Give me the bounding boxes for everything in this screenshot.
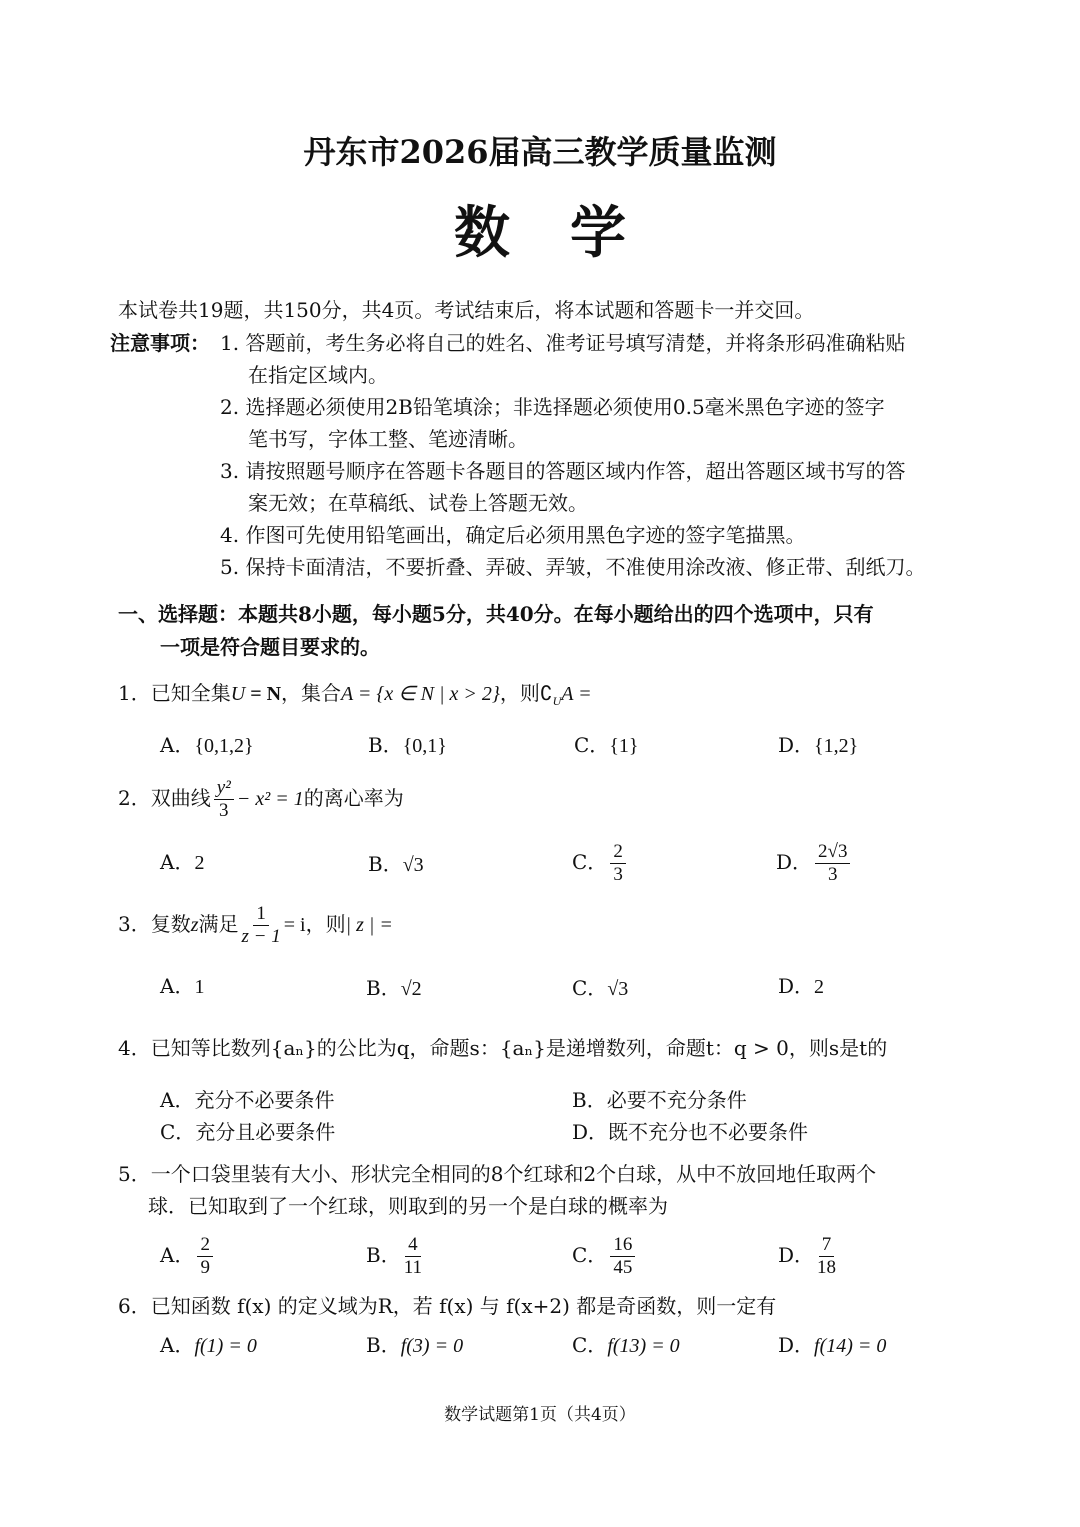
option-value: f(13) = 0 bbox=[607, 1335, 680, 1357]
fraction bbox=[610, 841, 626, 886]
item-number: 4. bbox=[220, 523, 240, 547]
option-label: B． bbox=[572, 1088, 607, 1112]
option-value: f(14) = 0 bbox=[814, 1335, 887, 1357]
item-number: 3. bbox=[220, 459, 240, 483]
denominator: 3 bbox=[828, 864, 838, 885]
notice-item-1 bbox=[220, 329, 905, 357]
option-c bbox=[572, 1331, 680, 1360]
option-d bbox=[778, 1331, 886, 1360]
stem-text: 的离心率为 bbox=[303, 786, 404, 810]
exam-title: 丹东市2026届高三教学质量监测 bbox=[303, 133, 777, 171]
denominator: z − 1 bbox=[241, 926, 281, 947]
option-c bbox=[574, 731, 639, 760]
section-heading: 一、选择题：本题共8小题，每小题5分，共40分。在每小题给出的四个选项中，只有 bbox=[118, 602, 874, 626]
option-label: D． bbox=[778, 974, 815, 998]
option-label: B． bbox=[368, 733, 403, 757]
denominator: 9 bbox=[200, 1257, 210, 1278]
option-d bbox=[778, 972, 824, 1001]
question-number: 2． bbox=[118, 786, 151, 810]
fraction bbox=[610, 1234, 635, 1279]
stem-text: 一个口袋里装有大小、形状完全相同的8个红球和2个白球，从中不放回地任取两个 bbox=[150, 1162, 877, 1186]
numerator: 4 bbox=[405, 1234, 421, 1257]
stem-text: ，则 bbox=[499, 681, 540, 705]
option-label: C． bbox=[160, 1120, 196, 1144]
page-footer: 数学试题第1页（共4页） bbox=[444, 1405, 636, 1425]
option-value: √3 bbox=[607, 978, 629, 1000]
notice-item-4 bbox=[220, 521, 805, 549]
math: z bbox=[190, 914, 199, 936]
fraction bbox=[404, 1234, 422, 1279]
stem-text: 已知函数 f(x) 的定义域为R，若 f(x) 与 f(x+2) 都是奇函数，则一定有 bbox=[150, 1294, 777, 1318]
section-heading-cont: 一项是符合题目要求的。 bbox=[160, 635, 380, 659]
option-value: 充分不必要条件 bbox=[194, 1088, 335, 1112]
numerator: 1 bbox=[253, 903, 269, 926]
stem-text: 满足 bbox=[198, 912, 239, 936]
option-label: D． bbox=[778, 1243, 815, 1267]
option-label: C． bbox=[572, 1333, 608, 1357]
math: = i bbox=[283, 914, 306, 936]
denominator: 18 bbox=[817, 1257, 837, 1278]
option-label: A． bbox=[160, 733, 195, 757]
question-5-cont: 球．已知取到了一个红球，则取到的另一个是白球的概率为 bbox=[148, 1194, 668, 1218]
stem-text: 已知全集 bbox=[150, 681, 231, 705]
option-label: C． bbox=[572, 1243, 608, 1267]
option-value: √2 bbox=[400, 978, 422, 1000]
item-number: 2. bbox=[220, 395, 240, 419]
math: A = {x ∈ N | x > 2} bbox=[341, 683, 500, 705]
option-d bbox=[778, 731, 858, 760]
numerator: 2 bbox=[197, 1234, 213, 1257]
option-b bbox=[368, 850, 424, 879]
stem-text: 已知等比数列{aₙ}的公比为q，命题s：{aₙ}是递增数列，命题t：q > 0，则s是t的 bbox=[150, 1036, 888, 1060]
option-label: D． bbox=[776, 850, 813, 874]
intro-text: 本试卷共19题，共150分，共4页。考试结束后，将本试题和答题卡一并交回。 bbox=[118, 298, 815, 322]
math: U bbox=[230, 683, 246, 705]
stem-text: ，集合 bbox=[281, 681, 342, 705]
option-label: A． bbox=[160, 974, 195, 998]
option-label: A． bbox=[160, 850, 195, 874]
option-label: B． bbox=[366, 1333, 401, 1357]
option-value: 既不充分也不必要条件 bbox=[608, 1120, 809, 1144]
denominator: 11 bbox=[403, 1257, 422, 1278]
math: A = bbox=[561, 683, 592, 705]
option-label: B． bbox=[366, 1243, 401, 1267]
math: | z | = bbox=[345, 914, 393, 936]
stem-text: 双曲线 bbox=[150, 786, 211, 810]
item-number: 1. bbox=[220, 331, 240, 355]
option-value: √3 bbox=[402, 854, 424, 876]
numerator: 16 bbox=[610, 1234, 635, 1257]
notice-item-5 bbox=[220, 553, 925, 581]
item-number: 5. bbox=[220, 555, 240, 579]
option-b bbox=[572, 1086, 747, 1114]
question-3 bbox=[118, 899, 393, 950]
option-c bbox=[160, 1118, 335, 1146]
item-text: 作图可先使用铅笔画出，确定后必须用黑色字迹的签字笔描黑。 bbox=[245, 523, 806, 547]
math: − x² = 1 bbox=[236, 788, 304, 810]
question-number: 1． bbox=[118, 681, 151, 705]
question-1 bbox=[118, 679, 592, 715]
option-label: A． bbox=[160, 1243, 195, 1267]
subject-title: 数学 bbox=[454, 200, 686, 266]
option-value: {1,2} bbox=[814, 735, 859, 757]
option-a bbox=[160, 731, 254, 760]
option-label: A． bbox=[160, 1088, 195, 1112]
option-label: A． bbox=[160, 1333, 195, 1357]
option-label: C． bbox=[574, 733, 610, 757]
notice-item-1-cont: 在指定区域内。 bbox=[248, 363, 388, 387]
item-text: 选择题必须使用2B铅笔填涂；非选择题必须使用0.5毫米黑色字迹的签字 bbox=[245, 395, 885, 419]
stem-text: 复数 bbox=[150, 912, 191, 936]
fraction bbox=[817, 1234, 836, 1279]
option-value: {0,1,2} bbox=[194, 735, 254, 757]
question-6 bbox=[118, 1292, 776, 1320]
denominator: 3 bbox=[613, 864, 623, 885]
fraction bbox=[815, 841, 850, 886]
option-a bbox=[160, 1086, 334, 1114]
notice-item-3-cont: 案无效；在草稿纸、试卷上答题无效。 bbox=[248, 491, 588, 515]
question-number: 4． bbox=[118, 1036, 151, 1060]
option-c bbox=[572, 974, 628, 1003]
math: = N bbox=[245, 683, 282, 705]
option-d bbox=[776, 835, 853, 889]
option-label: C． bbox=[572, 850, 608, 874]
option-value: f(3) = 0 bbox=[400, 1335, 464, 1357]
option-value: {0,1} bbox=[402, 735, 447, 757]
option-b bbox=[366, 1331, 463, 1360]
item-text: 保持卡面清洁，不要折叠、弄破、弄皱，不准使用涂改液、修正带、刮纸刀。 bbox=[245, 555, 926, 579]
numerator: 2 bbox=[610, 841, 626, 864]
option-value: f(1) = 0 bbox=[194, 1335, 257, 1357]
option-label: B． bbox=[368, 852, 403, 876]
item-text: 请按照题号顺序在答题卡各题目的答题区域内作答，超出答题区域书写的答 bbox=[245, 459, 906, 483]
option-label: D． bbox=[778, 1333, 815, 1357]
item-text: 答题前，考生务必将自己的姓名、准考证号填写清楚，并将条形码准确粘贴 bbox=[245, 331, 906, 355]
question-4 bbox=[118, 1034, 887, 1062]
question-5 bbox=[118, 1160, 876, 1188]
numerator: y² bbox=[214, 777, 234, 800]
fraction bbox=[197, 1234, 213, 1279]
option-c bbox=[572, 835, 629, 889]
option-label: C． bbox=[572, 976, 608, 1000]
fraction bbox=[214, 777, 234, 822]
option-value: 2 bbox=[194, 852, 205, 874]
option-d bbox=[572, 1118, 808, 1146]
option-value: 必要不充分条件 bbox=[606, 1088, 747, 1112]
option-d bbox=[778, 1228, 839, 1282]
question-number: 5． bbox=[118, 1162, 151, 1186]
option-label: D． bbox=[778, 733, 815, 757]
option-b bbox=[368, 731, 447, 760]
option-value: {1} bbox=[609, 735, 639, 757]
option-a bbox=[160, 1331, 257, 1360]
option-a bbox=[160, 972, 204, 1001]
option-b bbox=[366, 1228, 425, 1282]
notice-item-3 bbox=[220, 457, 905, 485]
question-number: 3． bbox=[118, 912, 151, 936]
option-b bbox=[366, 974, 422, 1003]
denominator: 45 bbox=[613, 1257, 633, 1278]
numerator: 7 bbox=[819, 1234, 835, 1257]
notice-item-2 bbox=[220, 393, 885, 421]
option-label: B． bbox=[366, 976, 401, 1000]
complement-symbol: ∁ bbox=[539, 683, 553, 705]
option-value: 充分且必要条件 bbox=[195, 1120, 336, 1144]
option-a bbox=[160, 848, 204, 877]
math: U bbox=[552, 694, 562, 708]
option-value: 1 bbox=[194, 976, 205, 998]
option-value: 2 bbox=[814, 976, 825, 998]
stem-text: ，则 bbox=[305, 912, 346, 936]
question-2 bbox=[118, 774, 404, 823]
option-label: D． bbox=[572, 1120, 609, 1144]
option-c bbox=[572, 1228, 638, 1282]
notice-label: 注意事项： bbox=[110, 331, 210, 355]
denominator: 3 bbox=[219, 800, 229, 821]
option-a bbox=[160, 1228, 216, 1282]
notice-item-2-cont: 笔书写，字体工整、笔迹清晰。 bbox=[248, 427, 528, 451]
fraction bbox=[242, 903, 281, 948]
question-number: 6． bbox=[118, 1294, 151, 1318]
numerator: 2√3 bbox=[815, 841, 850, 864]
